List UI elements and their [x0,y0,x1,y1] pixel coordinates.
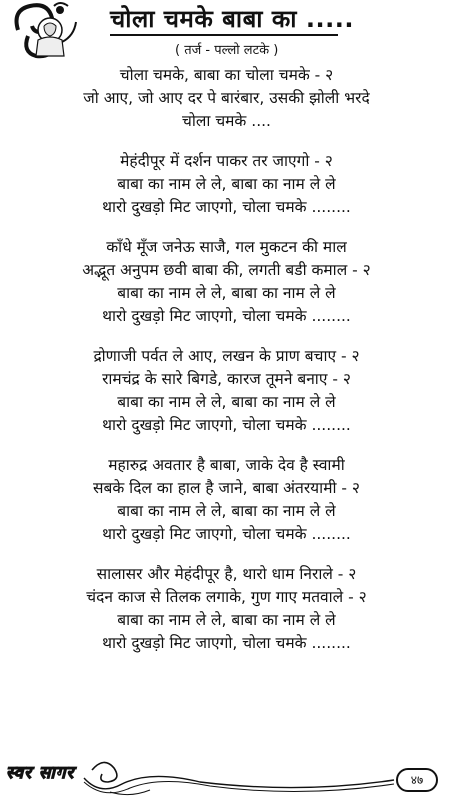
lyric-line: बाबा का नाम ले ले, बाबा का नाम ले ले [117,502,336,520]
page-title: चोला चमके बाबा का ..... [110,5,354,33]
lyric-line: बाबा का नाम ले ले, बाबा का नाम ले ले [117,175,336,193]
lyric-line: काँधे मूँज जनेऊ साजै, गल मुकटन की माल [106,238,347,256]
lyric-line: चंदन काज से तिलक लगाके, गुण गाए मतवाले - २ [86,588,367,606]
lyric-line: मेहंदीपूर में दर्शन पाकर तर जाएगो - २ [120,152,333,170]
tune-subtitle: ( तर्ज - पल्लो लटके ) [175,43,279,58]
lyric-line: थारो दुखड़ो मिट जाएगो, चोला चमके ........ [102,634,351,652]
lyrics-body [0,64,453,672]
stanza-3 [0,236,453,328]
lyric-line: रामचंद्र के सारे बिगडे, कारज तूमने बनाए - २ [102,370,351,388]
stanza-5 [0,454,453,546]
brand-logo: स्वर सागर [6,763,75,783]
title-underline [110,34,338,36]
lyric-line: जो आए, जो आए दर पे बारंबार, उसकी झोली भरदे [83,89,370,107]
lyric-line: द्रोणाजी पर्वत ले आए, लखन के प्राण बचाए - २ [93,347,360,365]
page-number: ४७ [396,768,438,792]
stanza-2 [0,150,453,219]
stanza-4 [0,345,453,437]
om-hanuman-logo-icon [8,0,88,62]
lyric-line: चोला चमके, बाबा का चोला चमके - २ [119,66,334,84]
stanza-1 [0,64,453,133]
lyric-line: थारो दुखड़ो मिट जाएगो, चोला चमके ........ [102,198,351,216]
lyric-line: चोला चमके .... [182,112,271,130]
page-footer [0,756,453,800]
lyric-line: थारो दुखड़ो मिट जाएगो, चोला चमके ........ [102,416,351,434]
lyric-line: अद्भूत अनुपम छवी बाबा की, लगती बडी कमाल - २ [82,261,371,279]
lyric-line: सबके दिल का हाल है जाने, बाबा अंतरयामी - २ [93,479,360,497]
lyric-line: सालासर और मेहंदीपूर है, थारो धाम निराले - २ [96,565,357,583]
swirl-ornament-icon [0,756,453,800]
lyric-line: बाबा का नाम ले ले, बाबा का नाम ले ले [117,393,336,411]
lyric-line: थारो दुखड़ो मिट जाएगो, चोला चमके ........ [102,307,351,325]
lyric-line: थारो दुखड़ो मिट जाएगो, चोला चमके ........ [102,525,351,543]
lyric-line: बाबा का नाम ले ले, बाबा का नाम ले ले [117,611,336,629]
lyric-line: बाबा का नाम ले ले, बाबा का नाम ले ले [117,284,336,302]
lyric-line: महारुद्र अवतार है बाबा, जाके देव है स्वामी [108,456,345,474]
stanza-6 [0,563,453,655]
